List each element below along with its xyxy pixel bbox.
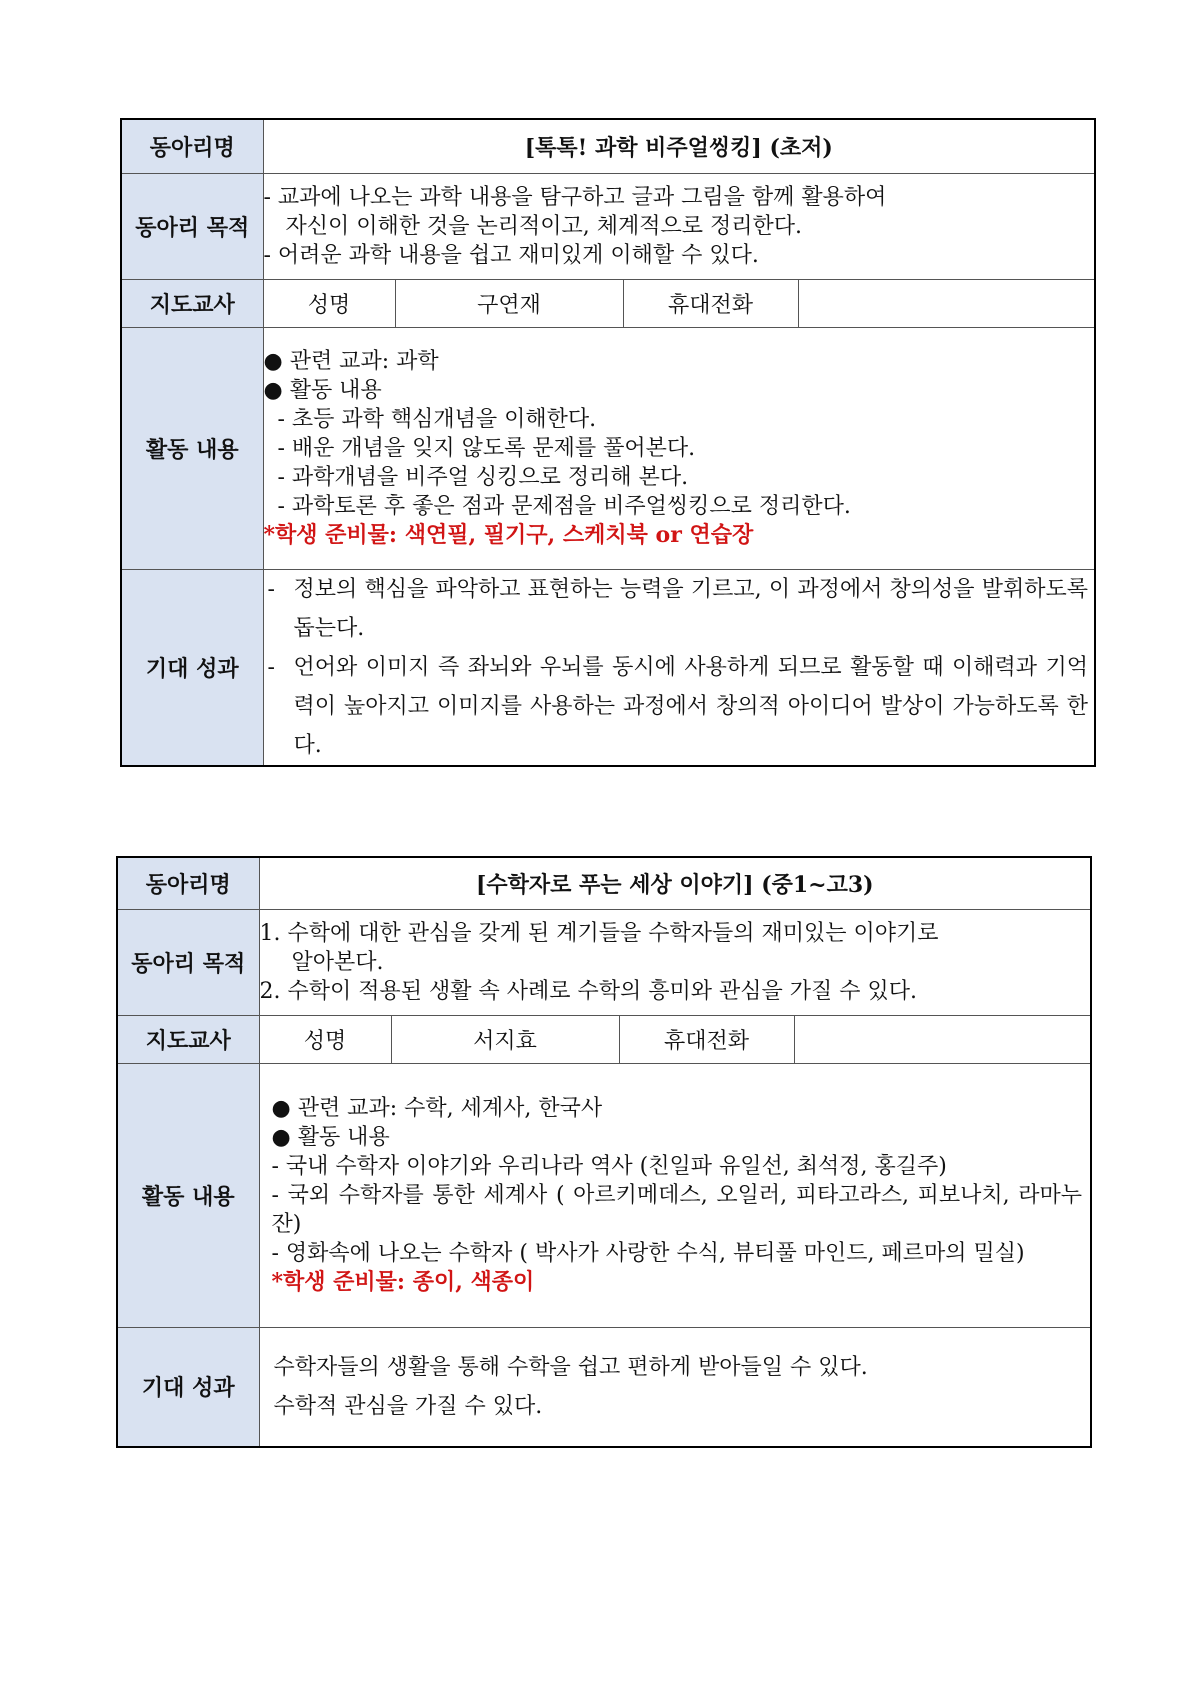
purpose-line: 2. 수학이 적용된 생활 속 사례로 수학의 흥미와 관심을 가질 수 있다.	[259, 978, 917, 1004]
club-table-science	[120, 118, 1096, 767]
teacher-phone-label: 휴대전화	[623, 279, 798, 327]
activity-label: 활동 내용	[117, 1063, 259, 1327]
club-purpose-label: 동아리 목적	[121, 173, 263, 279]
activity-line: - 국내 수학자 이야기와 우리나라 역사 (친일파 유일선, 최석정, 홍길주)	[271, 1153, 947, 1179]
activity-line: - 과학개념을 비주얼 싱킹으로 정리해 본다.	[263, 464, 689, 490]
activity-content	[259, 1063, 1091, 1327]
club-purpose	[259, 909, 1091, 1015]
teacher-label: 지도교사	[121, 279, 263, 327]
activity-line: - 국외 수학자를 통한 세계사 ( 아르키메데스, 오일러, 피타고라스, 피보나치, 라마누잔)	[271, 1182, 1083, 1237]
outcome-item: - 언어와 이미지 즉 좌뇌와 우뇌를 동시에 사용하게 되므로 활동할 때 이해력과 기억력이 높아지고 이미지를 사용하는 과정에서 창의적 아이디어 발상이 가능하도록 한다.	[268, 648, 1093, 765]
teacher-name: 구연재	[395, 279, 623, 327]
teacher-phone	[794, 1015, 1091, 1063]
activity-content	[263, 327, 1095, 569]
teacher-name-label: 성명	[263, 279, 395, 327]
club-name-label: 동아리명	[121, 119, 263, 173]
purpose-line: - 교과에 나오는 과학 내용을 탐구하고 글과 그림을 함께 활용하여	[263, 184, 887, 210]
materials-note: *학생 준비물: 색연필, 필기구, 스케치북 or 연습장	[263, 521, 754, 548]
club-table-math	[116, 856, 1092, 1448]
club-purpose-label: 동아리 목적	[117, 909, 259, 1015]
materials-note: *학생 준비물: 종이, 색종이	[271, 1268, 535, 1295]
purpose-line: - 어려운 과학 내용을 쉽고 재미있게 이해할 수 있다.	[263, 242, 759, 268]
teacher-name-label: 성명	[259, 1015, 391, 1063]
teacher-name: 서지효	[391, 1015, 619, 1063]
teacher-phone	[798, 279, 1095, 327]
outcome-line: 수학자들의 생활을 통해 수학을 쉽고 편하게 받아들일 수 있다.	[273, 1354, 868, 1380]
activity-line: - 초등 과학 핵심개념을 이해한다.	[263, 406, 597, 432]
activity-line: ● 관련 교과: 수학, 세계사, 한국사	[271, 1095, 603, 1121]
activity-line: - 영화속에 나오는 수학자 ( 박사가 사랑한 수식, 뷰티풀 마인드, 페르마의 밀실)	[271, 1240, 1025, 1266]
activity-line: ● 활동 내용	[263, 377, 382, 403]
teacher-phone-label: 휴대전화	[619, 1015, 794, 1063]
club-name-label: 동아리명	[117, 857, 259, 909]
outcome-content	[259, 1327, 1091, 1447]
outcome-label: 기대 성과	[117, 1327, 259, 1447]
purpose-line: 자신이 이해한 것을 논리적이고, 체계적으로 정리한다.	[285, 213, 802, 239]
outcome-item: - 정보의 핵심을 파악하고 표현하는 능력을 기르고, 이 과정에서 창의성을 발휘하도록 돕는다.	[268, 570, 1093, 648]
activity-line: - 배운 개념을 잊지 않도록 문제를 풀어본다.	[263, 435, 696, 461]
outcome-text: 언어와 이미지 즉 좌뇌와 우뇌를 동시에 사용하게 되므로 활동할 때 이해력과 기억력이 높아지고 이미지를 사용하는 과정에서 창의적 아이디어 발상이 가능하도록 한다.	[293, 654, 1089, 758]
activity-line: ● 활동 내용	[271, 1124, 390, 1150]
outcome-line: 수학적 관심을 가질 수 있다.	[273, 1393, 543, 1419]
activity-line: - 과학토론 후 좋은 점과 문제점을 비주얼씽킹으로 정리한다.	[263, 493, 851, 519]
club-purpose	[263, 173, 1095, 279]
activity-label: 활동 내용	[121, 327, 263, 569]
teacher-label: 지도교사	[117, 1015, 259, 1063]
purpose-line: 알아본다.	[291, 949, 384, 975]
outcome-content	[263, 569, 1095, 766]
activity-line: ● 관련 교과: 과학	[263, 348, 439, 374]
purpose-line: 1. 수학에 대한 관심을 갖게 된 계기들을 수학자들의 재미있는 이야기로	[259, 920, 939, 946]
outcome-text: 정보의 핵심을 파악하고 표현하는 능력을 기르고, 이 과정에서 창의성을 발휘하도록 돕는다.	[293, 576, 1089, 641]
club-title: [톡톡! 과학 비주얼씽킹] (초저)	[263, 119, 1095, 173]
outcome-label: 기대 성과	[121, 569, 263, 766]
club-title: [수학자로 푸는 세상 이야기] (중1~고3)	[259, 857, 1091, 909]
